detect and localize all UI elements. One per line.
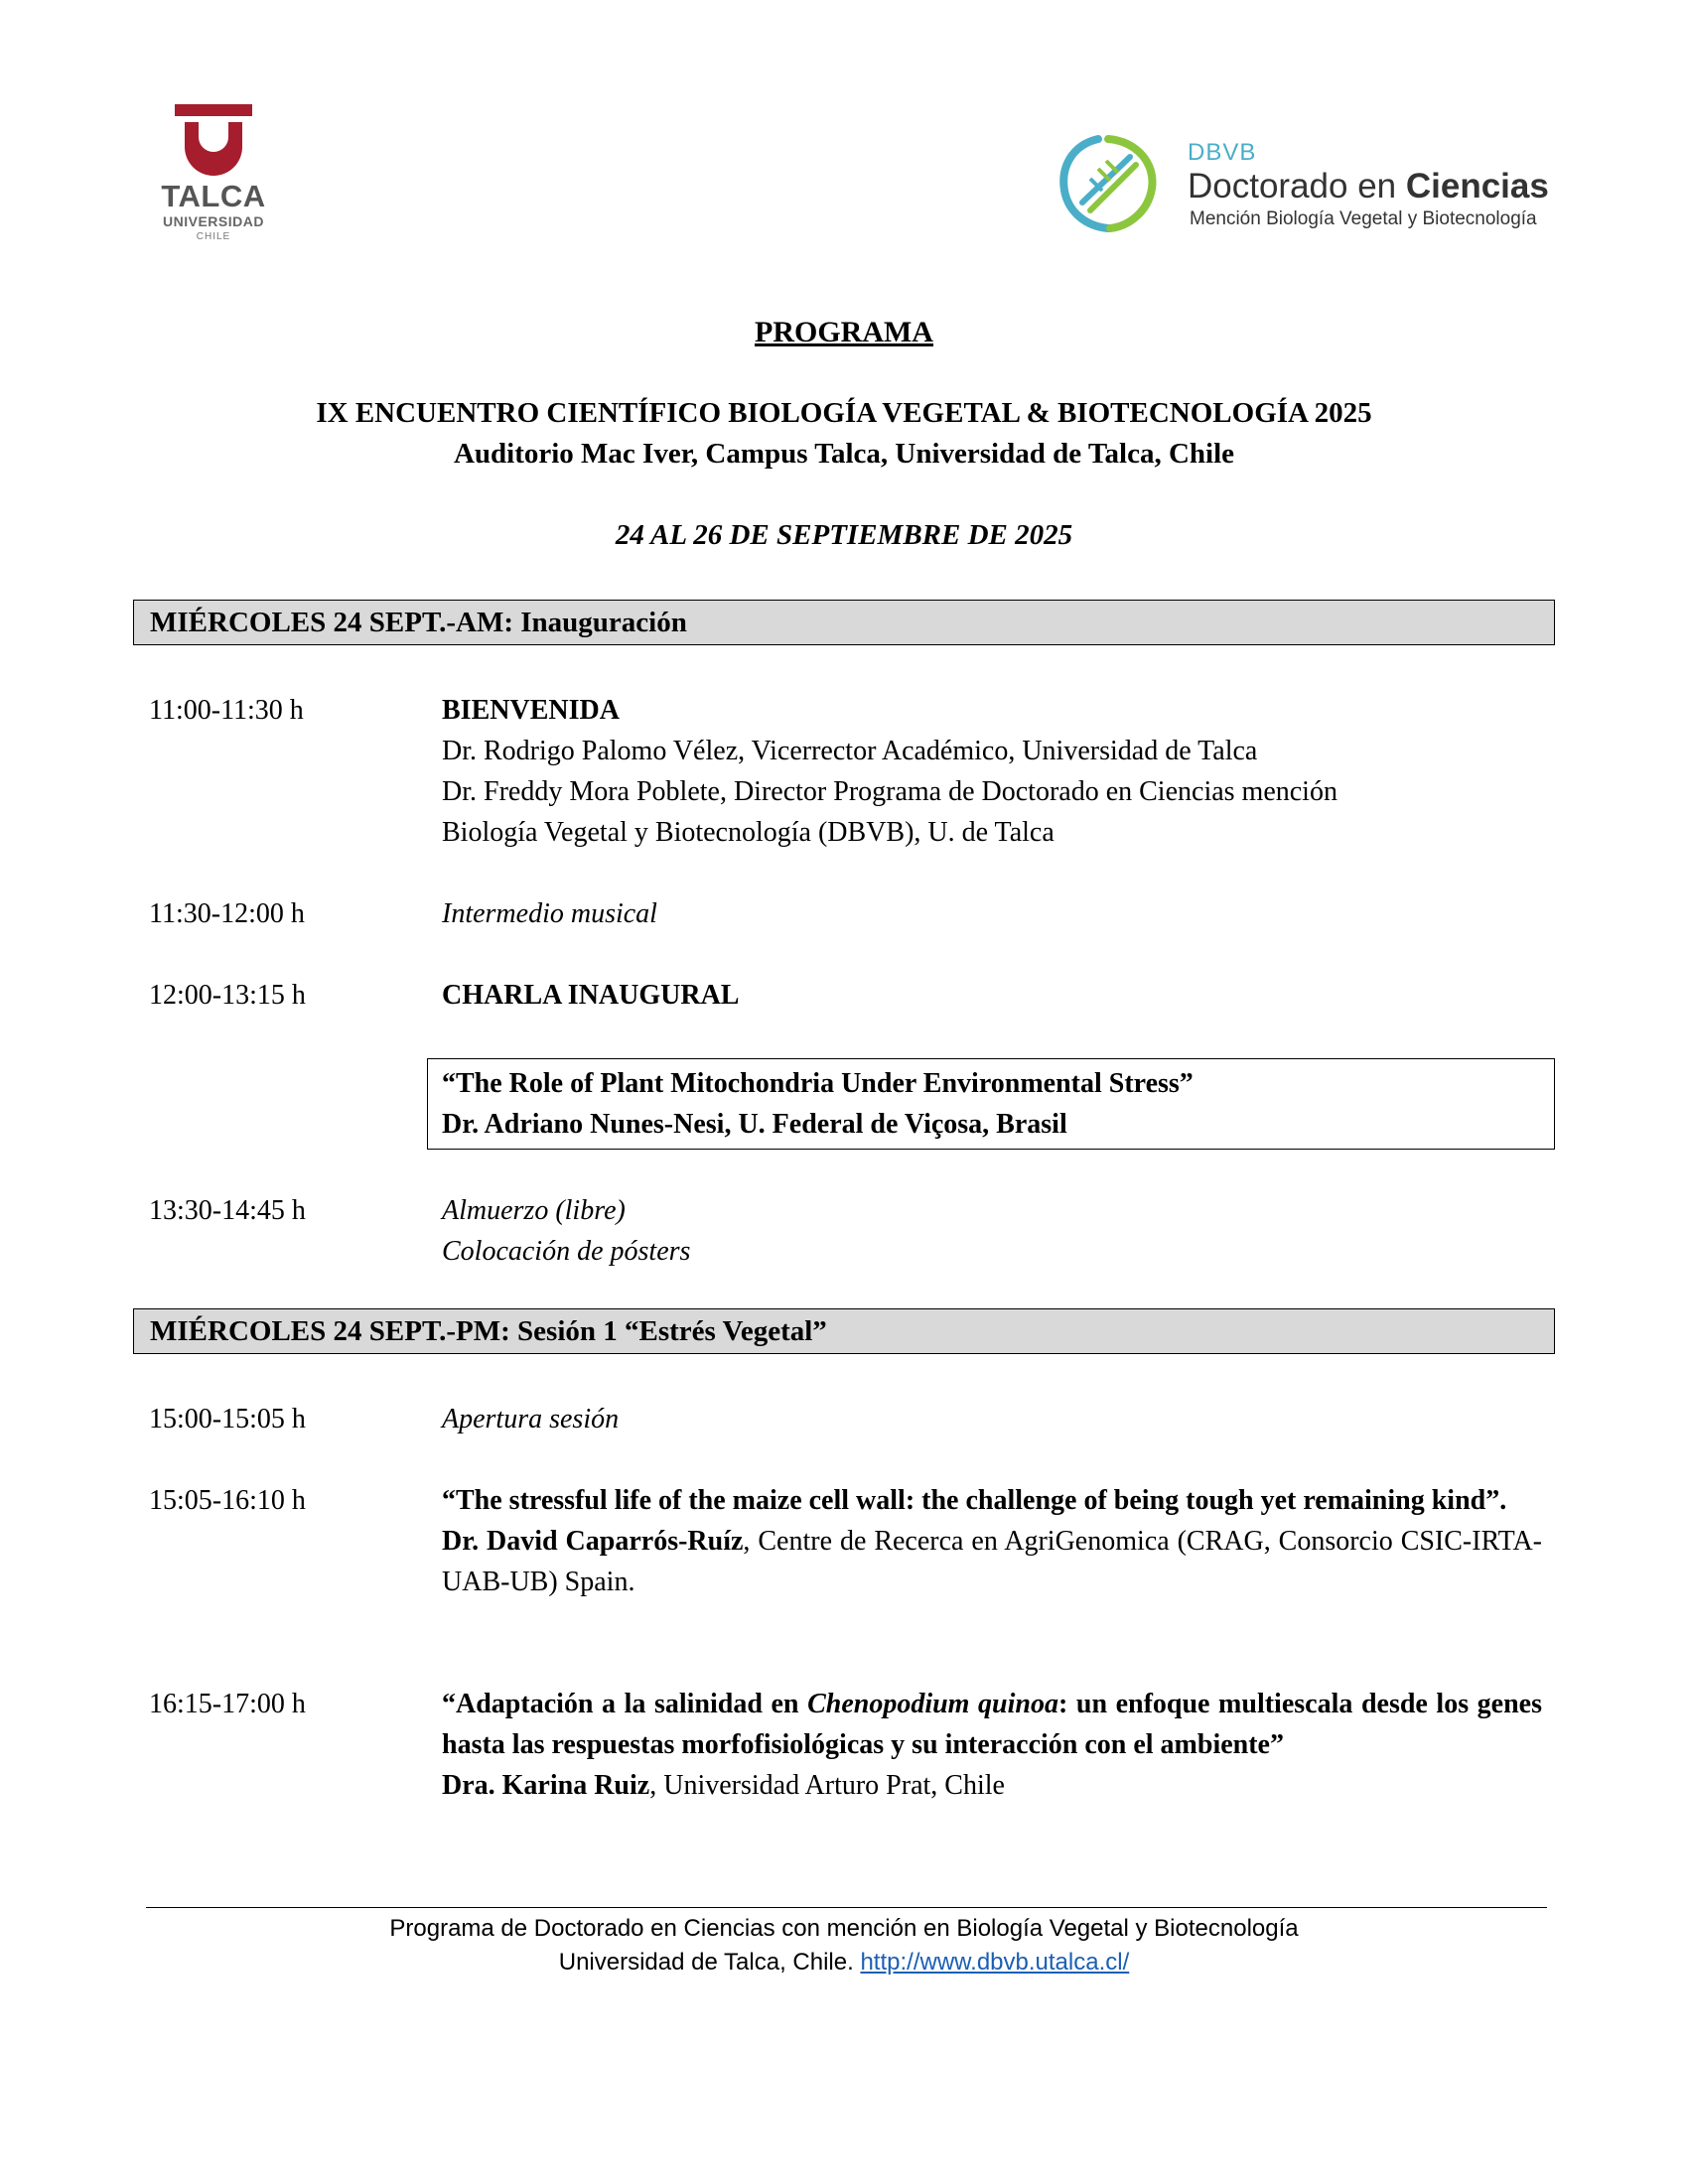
schedule-item-charla-inaugural: CHARLA INAUGURAL	[442, 980, 740, 1011]
footer-contact: Universidad de Talca, Chile. http://www.dbvb.utalca.cl/	[558, 1949, 1130, 1976]
item-line: Colocación de pósters	[442, 1236, 691, 1267]
event-title: IX ENCUENTRO CIENTÍFICO BIOLOGÍA VEGETAL & BIOTECNOLOGÍA 2025	[316, 397, 1372, 429]
event-dates: 24 AL 26 DE SEPTIEMBRE DE 2025	[615, 519, 1073, 551]
dbvb-logo-title: Doctorado en Ciencias	[1188, 167, 1549, 205]
schedule-item-almuerzo	[442, 1190, 1542, 1272]
document-title: PROGRAMA	[755, 316, 933, 348]
talca-logo-country: CHILE	[196, 231, 231, 242]
item-line: Biología Vegetal y Biotecnología (DBVB), U. de Talca	[442, 817, 1055, 848]
item-line: Dr. Rodrigo Palomo Vélez, Vicerrector Académico, Universidad de Talca	[442, 736, 1258, 766]
section-header-wednesday-am: MIÉRCOLES 24 SEPT.-AM: Inauguración	[133, 600, 1555, 645]
talk-speaker: Dra. Karina Ruiz	[442, 1770, 650, 1801]
talca-logo-name: TALCA	[161, 179, 266, 213]
schedule-item-talk-maize	[442, 1480, 1542, 1602]
schedule-time: 11:00-11:30 h	[149, 695, 304, 726]
schedule-item-bienvenida	[442, 690, 1542, 853]
schedule-time: 15:05-16:10 h	[149, 1485, 306, 1516]
dbvb-logo-tag: DBVB	[1188, 139, 1257, 166]
footer-divider	[146, 1907, 1547, 1908]
talca-u-mark-icon	[175, 104, 252, 176]
schedule-time: 15:00-15:05 h	[149, 1404, 306, 1434]
talk-affiliation: , Centre de Recerca en AgriGenomica (CRAG, Consorcio CSIC-IRTA-UAB-UB) Spain.	[442, 1526, 1542, 1597]
item-line: Dr. Freddy Mora Poblete, Director Programa de Doctorado en Ciencias mención	[442, 776, 1337, 807]
schedule-item-talk-quinoa	[442, 1684, 1542, 1806]
item-heading: BIENVENIDA	[442, 695, 620, 726]
schedule-time: 16:15-17:00 h	[149, 1689, 306, 1719]
section-header-wednesday-pm: MIÉRCOLES 24 SEPT.-PM: Sesión 1 “Estrés Vegetal”	[133, 1308, 1555, 1354]
schedule-time: 11:30-12:00 h	[149, 898, 305, 929]
footer-program: Programa de Doctorado en Ciencias con mención en Biología Vegetal y Biotecnología	[389, 1915, 1299, 1942]
schedule-time: 12:00-13:15 h	[149, 980, 306, 1011]
talk-affiliation: , Universidad Arturo Prat, Chile	[649, 1770, 1005, 1801]
keynote-speaker: Dr. Adriano Nunes-Nesi, U. Federal de Viçosa, Brasil	[442, 1109, 1067, 1140]
item-line: Almuerzo (libre)	[442, 1195, 626, 1226]
talca-logo-subtitle: UNIVERSIDAD	[163, 213, 264, 229]
talk-species: Chenopodium quinoa	[807, 1689, 1058, 1719]
footer-website-link[interactable]: http://www.dbvb.utalca.cl/	[860, 1949, 1130, 1976]
event-venue: Auditorio Mac Iver, Campus Talca, Universidad de Talca, Chile	[453, 438, 1235, 470]
talk-speaker-line	[442, 1765, 1542, 1806]
talk-speaker: Dr. David Caparrós-Ruíz	[442, 1526, 744, 1557]
keynote-box	[427, 1058, 1555, 1150]
keynote-title: “The Role of Plant Mitochondria Under Environmental Stress”	[442, 1068, 1194, 1099]
schedule-item-intermedio: Intermedio musical	[442, 898, 657, 929]
dbvb-logo-mention: Mención Biología Vegetal y Biotecnología	[1190, 208, 1537, 229]
dbvb-program-logo	[1053, 129, 1589, 238]
talca-university-logo	[149, 104, 278, 248]
talk-title: “The stressful life of the maize cell wall: the challenge of being tough yet remaining kind”.	[442, 1485, 1507, 1516]
dna-helix-icon	[1053, 129, 1164, 238]
schedule-time: 13:30-14:45 h	[149, 1195, 306, 1226]
talk-speaker-line	[442, 1521, 1542, 1602]
talk-title: “Adaptación a la salinidad en Chenopodium quinoa: un enfoque multiescala desde los genes hasta las respuestas morfofisiológicas y su interacción con el ambiente”	[442, 1689, 1542, 1760]
schedule-item-apertura: Apertura sesión	[442, 1404, 620, 1434]
